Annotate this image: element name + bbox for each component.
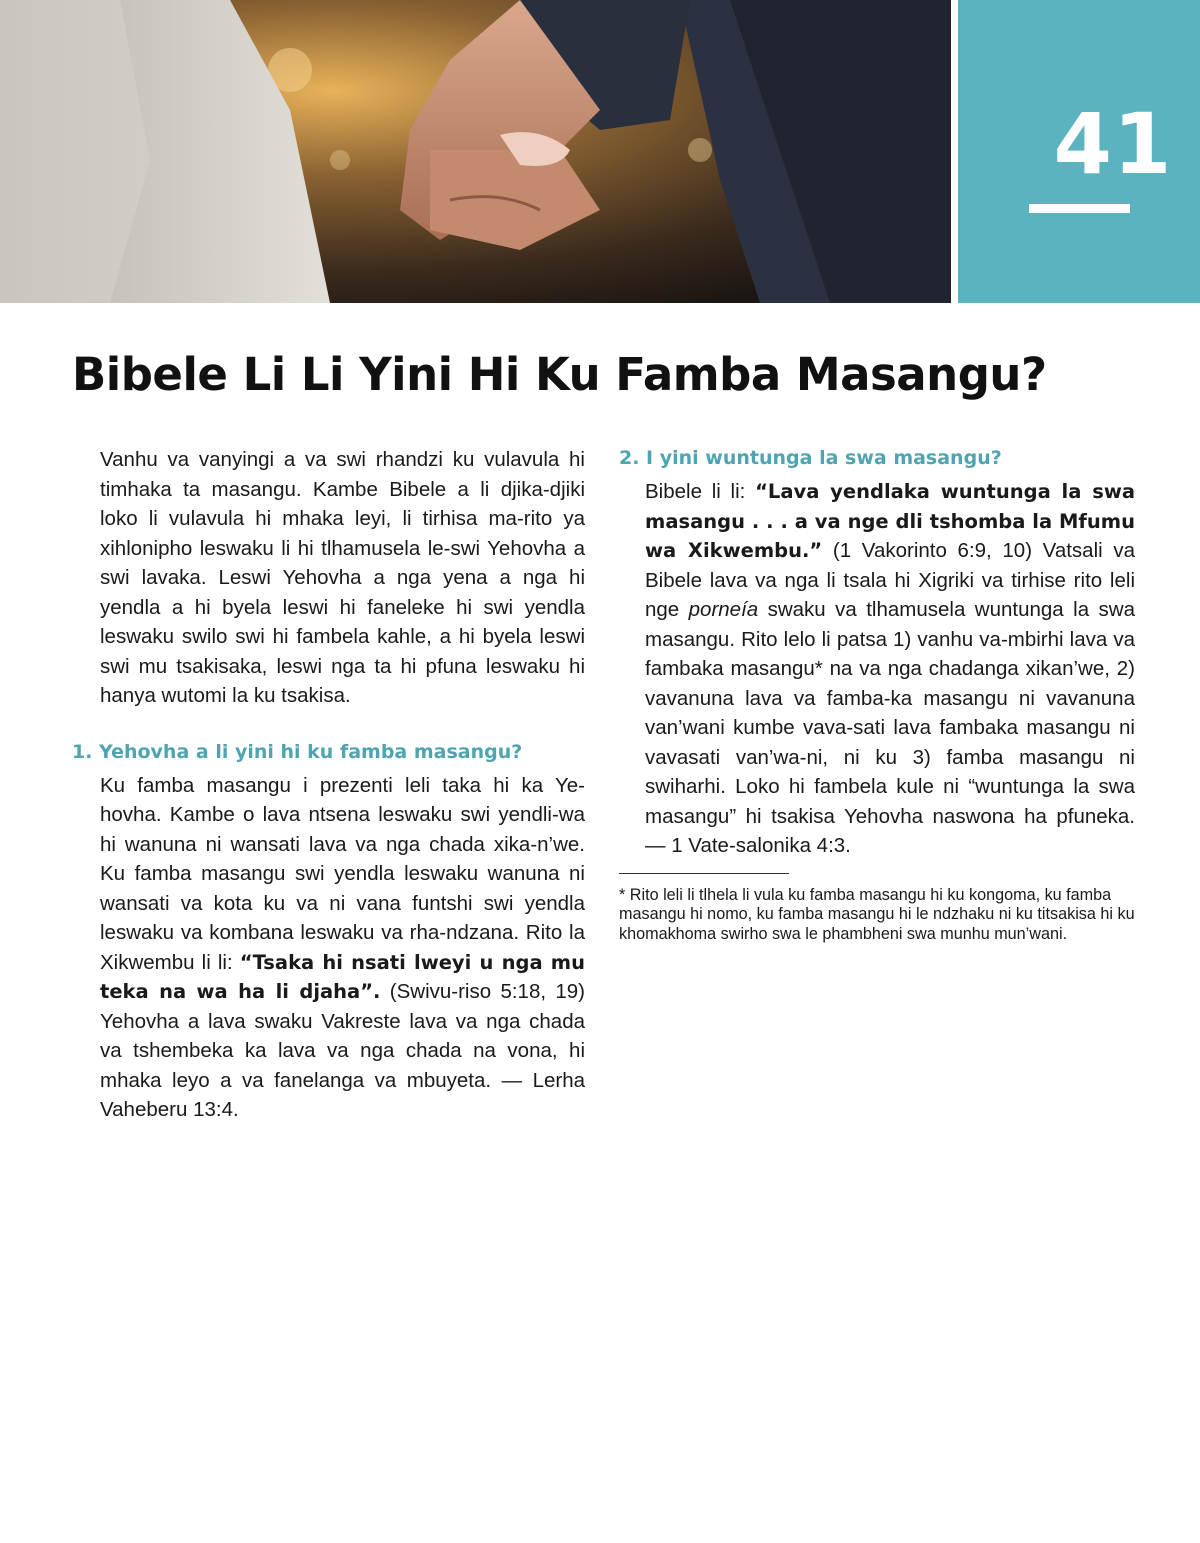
answer-text: (Swivu-riso 5:18, 19) Yehovha a lava swaku Vakreste lava va nga chada va tshembeka ka lava va nga chada na vona, hi mhaka leyo a va fanelanga va mbuyeta. — Lerha Vaheberu 13:4. xyxy=(100,980,585,1121)
answer-text: Ku famba masangu i prezenti leli taka hi ka Ye-hovha. Kambe o lava ntsena leswaku swi yendli-wa hi wanuna ni wansati lava va nga chada xika-n’we. Ku famba masangu swi yendla leswaku wanuna ni wansati va kota ku va ni vana funtshi swi yendla leswaku va kombana leswaku va rha-ndzana. Rito la Xikwembu li li: xyxy=(100,773,585,974)
lesson-number-underline xyxy=(1029,204,1130,213)
greek-term: porneía xyxy=(688,598,759,621)
answer-text: swaku va tlhamusela wuntunga la swa masangu. Rito lelo li patsa 1) vanhu va-mbirhi lava va fambaka masangu* na va nga chadanga xikan’we, 2) vavanuna lava va famba-ka masangu ni vavanuna van’wani kumbe vava-sati lava fambaka masangu ni vavasati van’wa-ni, ni ku 3) famba masangu ni swiharhi. Loko hi fambela kule ni “wuntunga la swa masangu” hi tsakisa Yehovha naswona ha pfuneka. — 1 Vate-salonika 4:3. xyxy=(645,598,1135,857)
question-2-heading: 2. I yini wuntunga la swa masangu? xyxy=(619,447,1002,469)
holding-hands-illustration xyxy=(0,0,951,303)
lesson-number: 41 xyxy=(1053,95,1173,193)
answer-text: (1 Vakorinto 6:9, 10) Vatsali va Bibele lava va nga li tsala hi Xigriki va tirhise rito leli nge xyxy=(645,539,1136,621)
page-title: Bibele Li Li Yini Hi Ku Famba Masangu? xyxy=(72,348,1047,401)
lesson-number-badge xyxy=(958,0,1200,303)
scripture-quote: “Tsaka hi nsati lweyi u nga mu teka na wa ha li djaha”. xyxy=(100,950,585,1003)
footnote-divider xyxy=(619,873,789,874)
left-column xyxy=(72,445,585,1125)
question-1-heading: 1. Yehovha a li yini hi ku famba masangu? xyxy=(72,740,523,763)
answer-text: Bibele li li: xyxy=(645,480,756,503)
hero-image xyxy=(0,0,951,303)
question-2-answer xyxy=(645,477,1135,861)
question-1-answer xyxy=(100,771,585,1125)
footnote: * Rito leli li tlhela li vula ku famba masangu hi ku kongoma, ku famba masangu hi nomo, ku famba masangu hi le ndzhaku ni ku titsakisa hi ku khomakhoma swirho swa le phambheni swa munhu mun’wani. xyxy=(619,885,1135,943)
scripture-quote: “Lava yendlaka wuntunga la swa masangu . . . a va nge dli tshomba la Mfumu wa Xikwembu.” xyxy=(645,480,1135,562)
intro-paragraph: Vanhu va vanyingi a va swi rhandzi ku vulavula hi timhaka ta masangu. Kambe Bibele a li djika-djiki loko li vulavula hi mhaka leyi, li tirhisa ma-rito ya xihlonipho leswaku li hi tlhamusela le-swi Yehovha a swi lavaka. Leswi Yehovha a nga yena a nga hi yendla a hi byela leswi hi faneleke hi swi yendla leswaku swilo swi hi fambela kahle, a hi byela leswi swi mu tsakisaka, leswi nga ta hi pfuna leswaku hi hanya wutomi la ku tsakisa. xyxy=(100,448,585,707)
right-column xyxy=(619,445,1135,944)
